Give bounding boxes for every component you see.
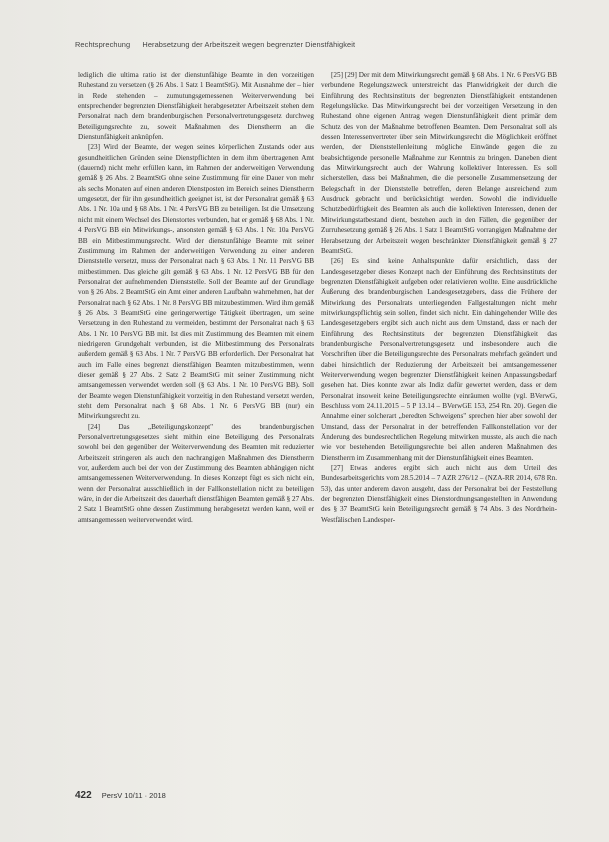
header-title: Herabsetzung der Arbeitszeit wegen begrenzter Dienstfähigkeit xyxy=(142,40,356,49)
page-number: 422 xyxy=(75,790,92,801)
paragraph: [27] Etwas anderes ergibt sich auch nicht aus dem Urteil des Bundesarbeitsgerichts vom 28.5.2014 – 7 AZR 276/12 – (NZA-RR 2014, 678 Rn. 53), das unter anderem davon ausgeht, dass der Personalrat bei der Feststellung der begrenzten Dienstfähigkeit eines Dienstordnungsangestellten in Anwendung des § 37 BeamtStG kein Beteiligungsrecht gemäß § 74 Abs. 3 des Nordrhein-Westfälischen Landesper- xyxy=(321,464,557,524)
header-section: Rechtsprechung xyxy=(75,40,131,49)
page-footer xyxy=(75,790,166,801)
journal-citation: PersV 10/11 · 2018 xyxy=(101,791,166,800)
paragraph: [26] Es sind keine Anhaltspunkte dafür ersichtlich, dass der Landesgesetzgeber dieses Konzept nach der Einführung des Rechtsinstituts der begrenzten Dienstfähigkeit aufgeben oder relativieren wollte. Eine ausdrückliche Äußerung des brandenburgischen Landesgesetzgebers, dass die Frühere der Mitwirkung des Personalrats unterliegenden Fallgestaltungen nicht mehr mitwirkungspflichtig sein sollen, findet sich nicht. Ein dahingehender Wille des Landesgesetzgebers ergibt sich auch nicht aus dem Umstand, dass er nach der Einführung des Rechtsinstituts der begrenzten Dienstfähigkeit das brandenburgische Personalvertretungsgesetz und insbesondere auch die Vorschriften über die Beteiligungsrechte des Personalrats mehrfach geändert und dabei hinsichtlich der Reduzierung der Arbeitszeit bei amtsangemessener Weiterverwendung wegen begrenzter Dienstfähigkeit keinen Anpassungsbedarf gesehen hat. Dies konnte zwar als Indiz dafür gewertet werden, dass er dem Personalrat insoweit keine Beteiligungsrechte einräumen wollte (vgl. BVerwG, Beschluss vom 24.11.2015 – 5 P 13.14 – BVerwGE 153, 254 Rn. 20). Gegen die Annahme einer solcherart „beredten Schweigens" sprechen hier aber sowohl der Umstand, dass der Personalrat in der betreffenden Fallkonstellation vor der Änderung des bundesrechtlichen Regelung mitwirken musste, als auch die nach wie vor bestehenden Beteiligungsrechte bei allen anderen Maßnahmen des Dienstherrn im Zusammenhang mit der Dienstunfähigkeit eines Beamten. xyxy=(321,257,557,462)
paragraph: lediglich die ultima ratio ist der dienstunfähige Beamte in den vorzeitigen Ruhestand zu versetzen (§ 26 Abs. 1 Satz 1 BeamtStG). Mit Ausnahme der – hier in Rede stehenden – zumutungsgemessenen Weiterverwendung bei entsprechender begrenzten Dienstfähigkeit herabgesetzter Arbeitszeit stehen dem Personalrat nach dem brandenburgischen Personalvertretungsgesetz durchweg Beteiligungsrechte zu, soweit Maßnahmen des Dienstherrn an die Dienstunfähigkeit anknüpfen. xyxy=(78,71,314,142)
running-header xyxy=(75,40,569,49)
paragraph: [24] Das „Beteiligungskonzept" des brandenburgischen Personalvertretungsgesetzes sieht mithin eine Beteiligung des Personalrats sowohl bei den gegenüber der Weiterverwendung des Beamten mit reduzierter Arbeitszeit stringeren als auch den nachrangigen Maßnahmen des Dienstherrn vor, außerdem auch bei der von der Zustimmung des Beamten abhängigen nicht amtsangemessenen Weiterverwendung. In dieses Konzept fügt es sich nicht ein, wenn der Personalrat ausschließlich in der Fallkonstellation nicht zu beteiligen wäre, in der die Arbeitszeit des dauerhaft dienstfähigen Beamten gemäß § 27 Abs. 2 Satz 1 BeamtStG ohne dessen Zustimmung herabgesetzt werden kann, weil er amtsangemessen weiterverwendet wird. xyxy=(78,422,314,524)
left-column xyxy=(78,70,314,525)
paragraph: [25] [29] Der mit dem Mitwirkungsrecht gemäß § 68 Abs. 1 Nr. 6 PersVG BB verbundene Regelungszweck unterstreicht das Planwidrigkeit der durch die Einführung des Rechtsinstituts der begrenzten Dienstfähigkeit entstandenen Regelungslücke. Das Mitwirkungsrecht bei der vorzeitigen Versetzung in den Ruhestand ohne eigenen Antrag wegen Dienstunfähigkeit dient primär dem Schutz des von der Maßnahme betroffenen Beamten. Dem Personalrat soll als dessen Interessenvertreter über sein Mitwirkungsrecht die Möglichkeit eröffnet werden, der Dienststellenleitung mögliche Einwände gegen die zu beabsichtigende personelle Maßnahme zur Kenntnis zu bringen. Daneben dient das Mitwirkungsrecht auch der Wahrung kollektiver Interessen. Es soll sicherstellen, dass bei Maßnahmen, die die personelle Zusammensetzung der Belegschaft in der Dienststelle betreffen, deren Belange ausreichend zum Ausdruck gebracht und berücksichtigt werden. Sowohl die individuelle Schutzbedürftigkeit des Beamten als auch die kollektiven Interessen, denen der Mitwirkungstatbestand dient, bestehen auch in den Fällen, die gegenüber der Zurruhesetzung gemäß § 26 Abs. 1 Satz 1 BeamtStG vorrangigen Maßnahme der Herabsetzung der Arbeitszeit wegen beschränkter Dienstfähigkeit gemäß § 27 BeamtStG. xyxy=(321,71,557,255)
paragraph: [23] Wird der Beamte, der wegen seines körperlichen Zustands oder aus gesundheitlichen Gründen seine Dienstpflichten in dem ihm übertragenen Amt (dauernd) nicht mehr erfüllen kann, im Rahmen der anderweitigen Verwendung gemäß § 26 Abs. 2 BeamtStG ohne seine Zustimmung für eine Dauer von mehr als sechs Monaten auf einen anderen Dienstposten im Bereich seines Dienstherrn umgesetzt, der für ihn gesundheitlich geeignet ist, ist der Personalrat gemäß § 63 Abs. 1 Nr. 10a und § 68 Abs. 1 Nr. 4 PersVG BB zu beteiligen. Ist die Umsetzung nicht mit einem Wechsel des Dienstortes verbunden, hat er gemäß § 68 Abs. 1 Nr. 4 PersVG BB ein Mitwirkungs-, ansonsten gemäß § 63 Abs. 1 Nr. 10a PersVG BB ein Mitbestimmungsrecht. Wird der dienstunfähige Beamte mit seiner Zustimmung im Rahmen der anderweitigen Verwendung zu einer anderen Dienststelle versetzt, muss der Personalrat nach § 63 Abs. 1 Nr. 11 PersVG BB mitbestimmen. Das gleiche gilt gemäß § 63 Abs. 1 Nr. 12 PersVG BB für den Personalrat der aufnehmenden Dienststelle. Soll der Beamte auf der Grundlage von § 26 Abs. 2 BeamtStG ein Amt einer anderen Laufbahn wahrnehmen, hat der Personalrat nach § 62 Abs. 1 Nr. 8 PersVG BB mitzubestimmen. Wird ihm gemäß § 26 Abs. 3 BeamtStG eine geringerwertige Tätigkeit übertragen, um seine Versetzung in den Ruhestand zu vermeiden, bestimmt der Personalrat nach § 63 Abs. 1 Nr. 10 PersVG BB mit. Ist dies mit Zustimmung des Beamten mit einem niedrigeren Grundgehalt verbunden, ist die Mitbestimmung des Personalrats außerdem gemäß § 63 Abs. 1 Nr. 7 PersVG BB erforderlich. Der Personalrat hat auch im Falle eines begrenzt dienstfähigen Beamten mitzubestimmen, wenn dieser gemäß § 27 Abs. 2 Satz 2 BeamtStG mit seiner Zustimmung nicht amtsangemessen verwendet werden soll (§ 63 Abs. 1 Nr. 10 PersVG BB). Soll der Beamte wegen Dienstunfähigkeit vorzeitig in den Ruhestand versetzt werden, steht dem Personalrat nach § 68 Abs. 1 Nr. 6 PersVG BB (nur) ein Mitwirkungsrecht zu. xyxy=(78,143,314,421)
right-column xyxy=(321,70,557,525)
